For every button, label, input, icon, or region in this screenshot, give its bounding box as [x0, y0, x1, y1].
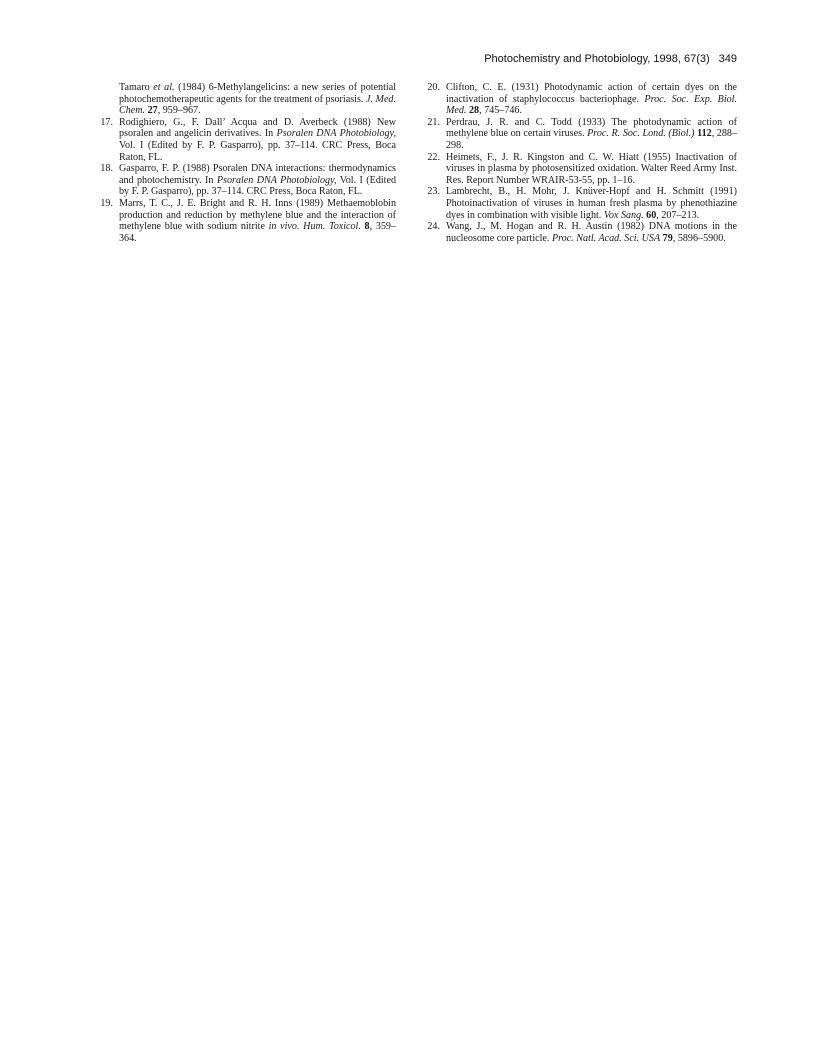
- ref-text: Heimets, F., J. R. Kingston and C. W. Hiatt (1955) Inactivation of viruses in plasma by photosensitized oxidation. Walter Reed Army Inst. Res. Report Number WRAIR-53-55, pp. 1–16.: [446, 151, 737, 186]
- ref-publisher: Vol. I (Edited by F. P. Gasparro), pp. 37–114. CRC Press, Boca Raton, FL.: [119, 174, 397, 198]
- ref-publisher: Vol. I (Edited by F. P. Gasparro), pp. 37–114. CRC Press, Boca Raton, FL.: [119, 139, 396, 163]
- ref-book-title: Psoralen DNA Photobiology,: [276, 128, 396, 140]
- ref-volume: 60: [643, 209, 657, 221]
- reference-24: [418, 221, 737, 244]
- ref-title: (1984) 6-Methylangelicins: a new series of potential photochemotherapeutic agents for the treatment of psoriasis.: [119, 82, 396, 105]
- reference-19: [91, 198, 396, 244]
- ref-journal: Proc. R. Soc. Lond. (Biol.): [587, 128, 695, 140]
- ref-in-vivo: in vivo.: [268, 221, 300, 233]
- reference-22: [418, 152, 737, 187]
- reference-18: [91, 163, 396, 198]
- ref-journal: Proc. Soc. Exp. Biol. Med.: [446, 93, 737, 117]
- ref-et-al: et al.: [153, 82, 175, 93]
- ref-pages: , 959–967.: [157, 105, 201, 117]
- ref-number: 19.: [100, 197, 113, 209]
- ref-volume: 79: [660, 232, 673, 244]
- reference-16-continued: [91, 82, 396, 117]
- ref-text: Lambrecht, B., H. Mohr, J. Knüver-Hopf and H. Schmitt (1991) Photoinactivation of viruses in human fresh plasma by phenothiazine dyes in combination with visible light.: [446, 186, 737, 221]
- ref-number: 20.: [427, 82, 440, 93]
- ref-number: 17.: [100, 116, 113, 128]
- ref-number: 18.: [100, 163, 113, 175]
- ref-number: 22.: [427, 151, 440, 163]
- ref-book-title: Psoralen DNA Photobiology,: [216, 174, 337, 186]
- ref-text: Gasparro, F. P. (1988) Psoralen DNA interactions: thermodynamics and photochemistry. In: [119, 163, 396, 186]
- ref-pages: , 359–364.: [119, 221, 397, 244]
- ref-journal: Vox Sang.: [603, 209, 644, 221]
- ref-volume: 112: [694, 128, 712, 140]
- ref-text: Wang, J., M. Hogan and R. H. Austin (1982) DNA motions in the nucleosome core particle.: [446, 221, 737, 244]
- ref-volume: 28: [466, 105, 480, 117]
- ref-journal: Hum. Toxicol.: [303, 221, 361, 233]
- ref-text: Rodighiero, G., F. Dall’ Acqua and D. Averbeck (1988) New psoralen and angelicin derivatives. In: [119, 116, 396, 140]
- ref-journal: Proc. Natl. Acad. Sci. USA: [551, 232, 661, 244]
- ref-number: 23.: [427, 186, 440, 198]
- ref-volume: 8: [360, 221, 370, 233]
- right-column: [418, 82, 737, 244]
- ref-text: Marrs, T. C., J. E. Bright and R. H. Inns (1989) Methaemoblobin production and reduction by methylene blue and the interaction of methylene blue with sodium nitrite: [119, 197, 396, 233]
- ref-pages: , 5896–5900.: [672, 232, 726, 244]
- running-header: [484, 53, 737, 65]
- ref-pages: , 207–213.: [656, 209, 700, 221]
- ref-number: 21.: [427, 116, 440, 128]
- ref-journal: J. Med. Chem.: [119, 93, 396, 117]
- ref-pages: , 288–298.: [446, 128, 738, 151]
- reference-17: [91, 117, 396, 163]
- ref-number: 24.: [427, 221, 440, 233]
- ref-pages: , 745–746.: [479, 105, 522, 117]
- ref-text: Clifton, C. E. (1931) Photodynamic action of certain dyes on the inactivation of staphylococcus bacteriophage.: [446, 82, 737, 105]
- reference-23: [418, 186, 737, 221]
- reference-20: [418, 82, 737, 117]
- ref-text: Perdrau, J. R. and C. Todd (1933) The photodynamic action of methylene blue on certain viruses.: [446, 116, 737, 140]
- reference-21: [418, 117, 737, 152]
- ref-text: Tamaro: [119, 82, 154, 93]
- left-column: [91, 82, 396, 244]
- ref-volume: 27: [145, 105, 158, 117]
- journal-citation: Photochemistry and Photobiology, 1998, 67(3): [484, 53, 710, 65]
- page-number: 349: [718, 53, 737, 65]
